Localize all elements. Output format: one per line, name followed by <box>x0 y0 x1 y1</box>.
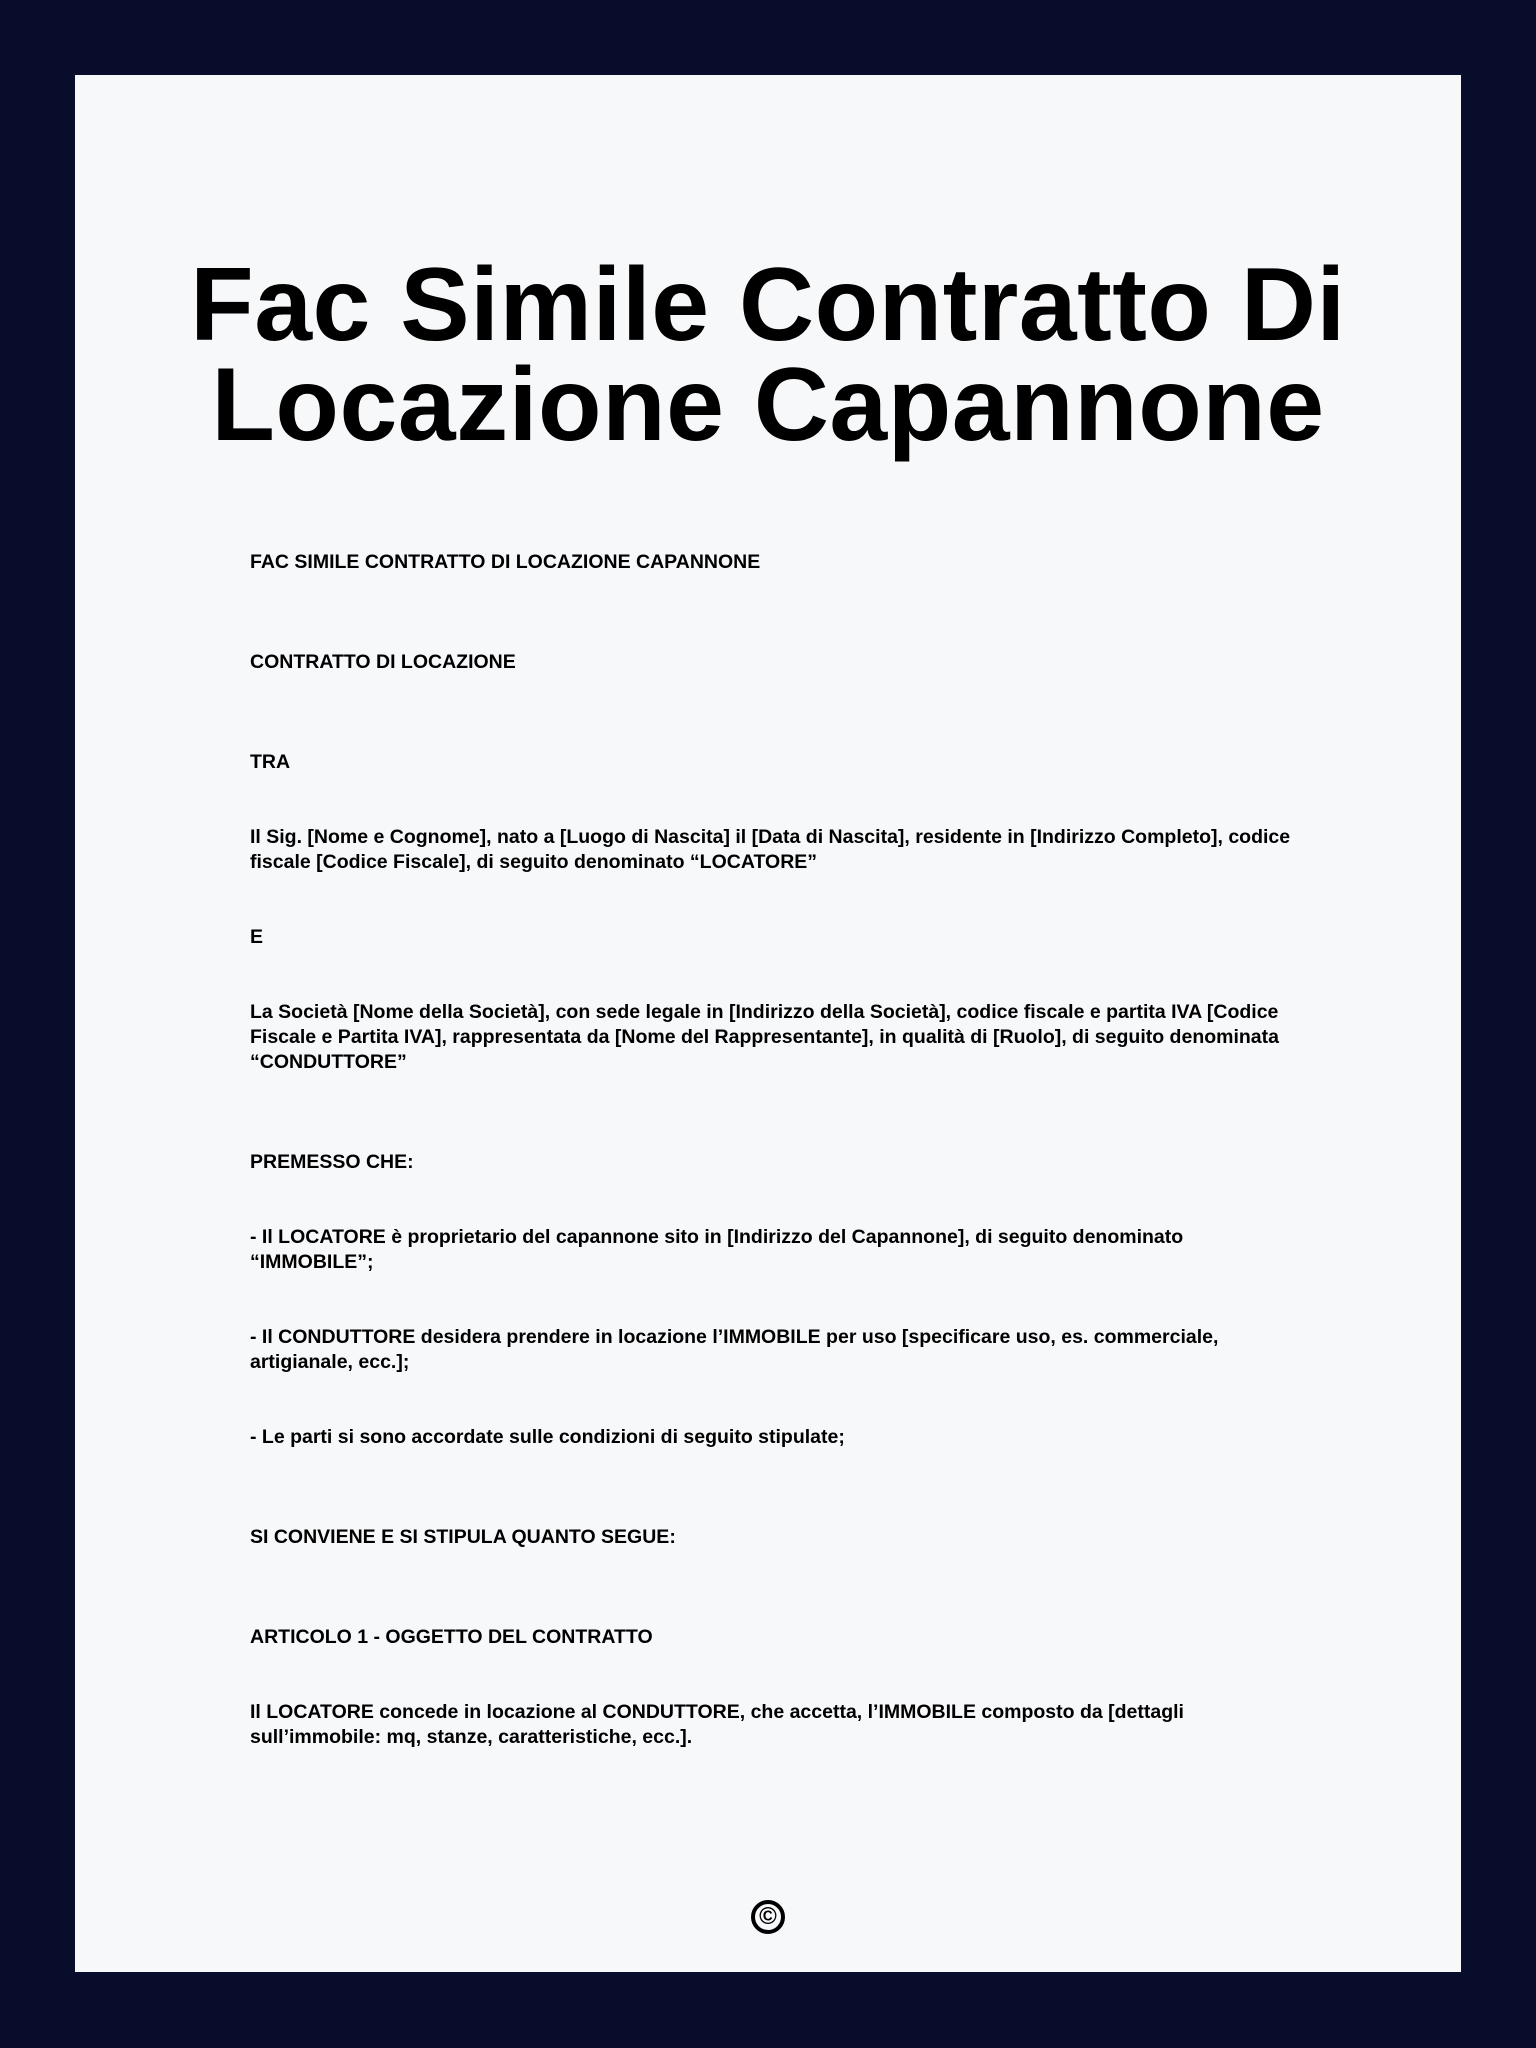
article-paragraph: Il LOCATORE concede in locazione al CONDUTTORE, che accetta, l’IMMOBILE composto da [dettagli sull’immobile: mq, stanze, caratteristiche, ecc.]. <box>250 1701 1184 1748</box>
premise-item: - Le parti si sono accordate sulle condizioni di seguito stipulate; <box>250 1426 845 1448</box>
locatore-paragraph: Il Sig. [Nome e Cognome], nato a [Luogo di Nascita] il [Data di Nascita], residente in [Indirizzo Completo], codice fiscale [Codice Fiscale], di seguito denominato “LOCATORE” <box>250 826 1291 873</box>
between-label: TRA <box>250 751 291 773</box>
document-page <box>75 75 1461 1972</box>
article-heading: ARTICOLO 1 - OGGETTO DEL CONTRATTO <box>250 1626 653 1648</box>
document-title: Fac Simile Contratto Di Locazione Capannone <box>190 247 1346 463</box>
and-label: E <box>250 926 264 948</box>
conduttore-paragraph: La Società [Nome della Società], con sede legale in [Indirizzo della Società], codice fiscale e partita IVA [Codice Fiscale e Partita IVA], rappresentata da [Nome del Rappresentante], in qualità di [Ruolo], di seguito denominata “CONDUTTORE” <box>250 1001 1279 1073</box>
contract-heading: CONTRATTO DI LOCAZIONE <box>250 651 516 673</box>
doc-heading: FAC SIMILE CONTRATTO DI LOCAZIONE CAPANNONE <box>250 551 761 573</box>
premise-item: - Il LOCATORE è proprietario del capannone sito in [Indirizzo del Capannone], di seguito denominato “IMMOBILE”; <box>250 1226 1184 1273</box>
premises-heading: PREMESSO CHE: <box>250 1151 414 1173</box>
footer <box>75 1900 1461 1934</box>
premise-item: - Il CONDUTTORE desidera prendere in locazione l’IMMOBILE per uso [specificare uso, es. commerciale, artigianale, ecc.]; <box>250 1326 1219 1373</box>
agreement-heading: SI CONVIENE E SI STIPULA QUANTO SEGUE: <box>250 1526 676 1548</box>
copyright-icon: © <box>751 1900 785 1934</box>
